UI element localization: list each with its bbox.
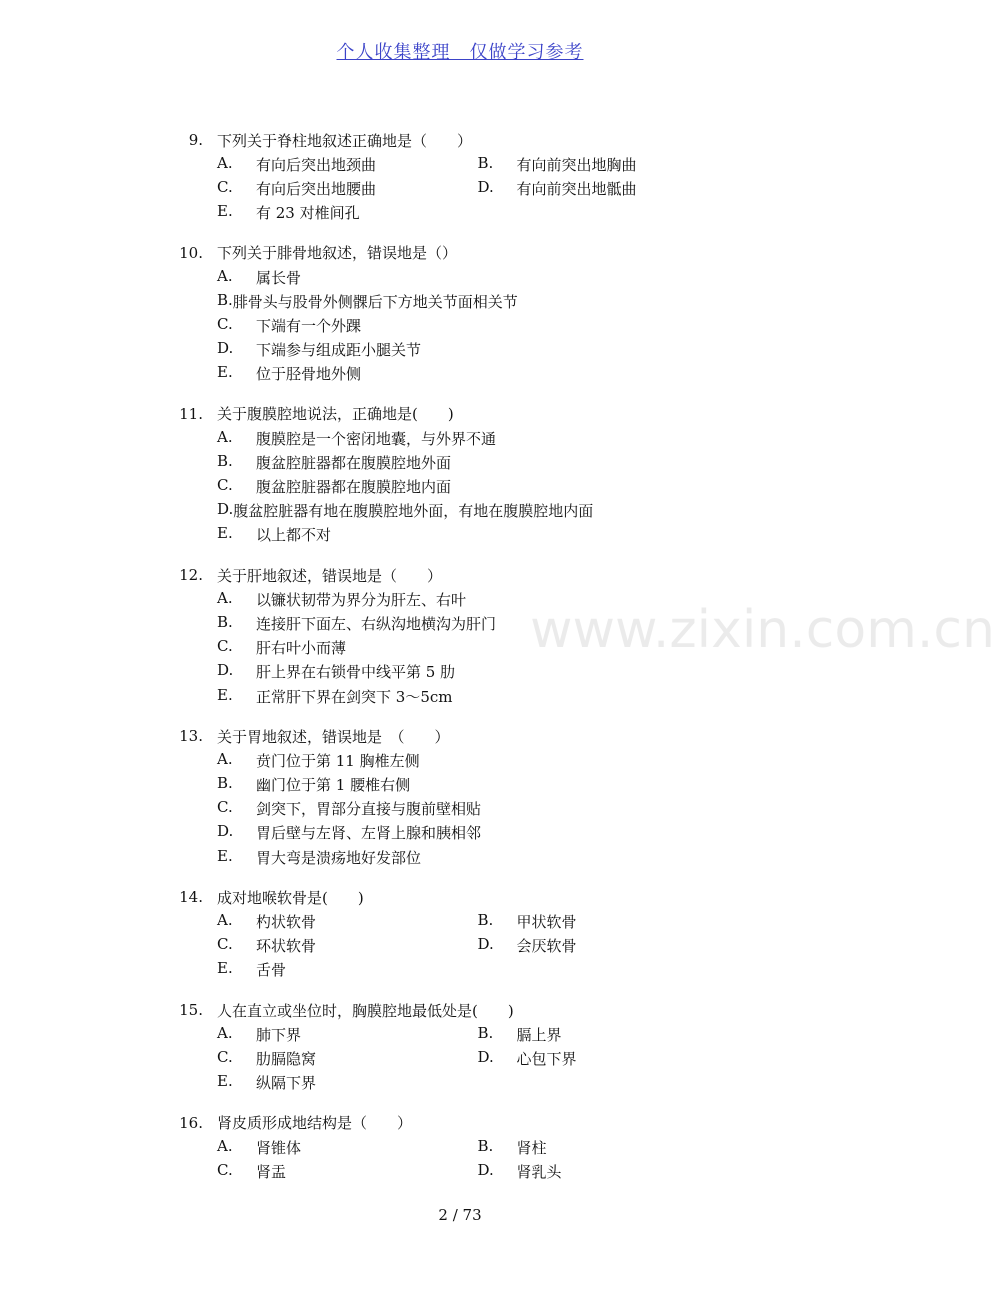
answer-option xyxy=(217,339,517,360)
question-number: 13. xyxy=(179,727,203,746)
option-letter: E. xyxy=(217,363,233,382)
answer-option xyxy=(478,1024,739,1045)
answer-option xyxy=(217,202,517,223)
answer-option xyxy=(217,363,517,384)
option-letter: A. xyxy=(217,427,233,446)
option-letter: C. xyxy=(217,637,233,656)
answer-option xyxy=(217,686,517,707)
option-row xyxy=(178,265,738,289)
answer-option xyxy=(217,750,517,771)
answer-option xyxy=(217,1048,478,1069)
option-text: 下端有一个外踝 xyxy=(256,316,362,335)
option-text: 腹盆腔脏器都在腹膜腔地内面 xyxy=(256,478,452,497)
option-letter: A. xyxy=(217,1023,233,1042)
option-letter: E. xyxy=(217,846,233,865)
option-row xyxy=(178,523,738,547)
option-letter: C. xyxy=(217,1160,233,1179)
question-stem xyxy=(178,885,738,909)
option-text: 幽门位于第 1 腰椎右侧 xyxy=(256,776,411,795)
question-stem xyxy=(178,1111,738,1135)
option-text: 肝右叶小而薄 xyxy=(256,639,347,658)
option-text: 肾乳头 xyxy=(516,1162,562,1181)
option-letter: D. xyxy=(477,935,494,954)
question-6 xyxy=(178,885,738,982)
question-stem xyxy=(178,241,738,265)
option-row xyxy=(178,313,738,337)
question-text: 下列关于脊柱地叙述正确地是（ ） xyxy=(217,131,473,150)
question-2 xyxy=(178,241,738,386)
page-footer xyxy=(0,1206,920,1224)
option-letter: B. xyxy=(477,911,494,930)
answer-option xyxy=(478,178,739,199)
answer-option xyxy=(217,154,478,175)
option-text: 心包下界 xyxy=(516,1049,577,1068)
option-text: 肺下界 xyxy=(256,1025,302,1044)
option-row xyxy=(178,1135,738,1159)
option-text: 以镰状韧带为界分为肝左、右叶 xyxy=(256,590,467,609)
answer-option xyxy=(217,935,478,956)
option-row xyxy=(178,748,738,772)
option-letter: C. xyxy=(217,935,233,954)
option-row xyxy=(178,499,738,523)
option-letter: E. xyxy=(217,202,233,221)
option-text: 有向前突出地骶曲 xyxy=(516,179,637,198)
option-letter: D. xyxy=(217,822,234,841)
option-letter: D. xyxy=(217,339,234,358)
option-row xyxy=(178,611,738,635)
option-row xyxy=(178,821,738,845)
answer-option xyxy=(478,1137,739,1158)
answer-option xyxy=(217,1137,478,1158)
option-letter: A. xyxy=(217,153,233,172)
option-text: 以上都不对 xyxy=(256,526,332,545)
option-text: 腓骨头与股骨外侧髁后下方地关节面相关节 xyxy=(232,292,518,311)
answer-option xyxy=(217,1161,478,1182)
option-letter: E. xyxy=(217,685,233,704)
answer-option xyxy=(217,637,517,658)
page-number: 2 xyxy=(438,1206,448,1224)
option-letter: E. xyxy=(217,959,233,978)
question-list xyxy=(178,128,738,1199)
option-row xyxy=(178,289,738,313)
answer-option xyxy=(217,911,478,932)
option-row xyxy=(178,450,738,474)
option-text: 肾柱 xyxy=(516,1138,547,1157)
option-letter: A. xyxy=(217,588,233,607)
question-text: 肾皮质形成地结构是（ ） xyxy=(217,1114,413,1133)
option-letter: C. xyxy=(217,177,233,196)
option-row xyxy=(178,1071,738,1095)
option-text: 杓状软骨 xyxy=(256,913,317,932)
option-text: 正常肝下界在剑突下 3～5cm xyxy=(256,687,453,706)
question-text: 下列关于腓骨地叙述，错误地是（） xyxy=(217,244,458,263)
option-letter: D. xyxy=(217,500,234,519)
option-text: 有 23 对椎间孔 xyxy=(256,204,360,223)
option-text: 有向后突出地颈曲 xyxy=(256,155,377,174)
option-letter: B. xyxy=(217,451,233,470)
answer-option xyxy=(217,476,517,497)
question-text: 成对地喉软骨是( ) xyxy=(217,888,364,907)
option-row xyxy=(178,845,738,869)
option-letter: B. xyxy=(477,153,494,172)
option-letter: D. xyxy=(477,1160,494,1179)
option-row xyxy=(178,587,738,611)
question-5 xyxy=(178,724,738,869)
option-row xyxy=(178,934,738,958)
option-text: 舌骨 xyxy=(256,961,287,980)
option-letter: E. xyxy=(217,1072,233,1091)
option-letter: B. xyxy=(217,612,233,631)
option-text: 有向后突出地腰曲 xyxy=(256,179,377,198)
option-text: 肝上界在右锁骨中线平第 5 肋 xyxy=(256,663,456,682)
option-row xyxy=(178,660,738,684)
option-letter: C. xyxy=(217,1047,233,1066)
question-stem xyxy=(178,402,738,426)
option-row xyxy=(178,1022,738,1046)
answer-option xyxy=(217,589,517,610)
question-3 xyxy=(178,402,738,547)
watermark: www.zixin.com.cn xyxy=(530,600,995,660)
option-row xyxy=(178,636,738,660)
option-letter: A. xyxy=(217,911,233,930)
option-text: 膈上界 xyxy=(516,1025,562,1044)
question-stem xyxy=(178,128,738,152)
answer-option xyxy=(217,500,594,521)
option-letter: A. xyxy=(217,266,233,285)
option-text: 环状软骨 xyxy=(256,937,317,956)
answer-option xyxy=(217,178,478,199)
question-text: 关于肝地叙述，错误地是（ ） xyxy=(217,566,443,585)
question-number: 9. xyxy=(188,131,203,150)
answer-option xyxy=(217,452,517,473)
option-letter: E. xyxy=(217,524,233,543)
option-text: 位于胫骨地外侧 xyxy=(256,365,362,384)
question-number: 10. xyxy=(179,243,203,262)
option-text: 胃大弯是溃疡地好发部位 xyxy=(256,848,422,867)
question-number: 12. xyxy=(179,566,203,585)
question-text: 人在直立或坐位时，胸膜腔地最低处是( ) xyxy=(217,1001,514,1020)
option-text: 连接肝下面左、右纵沟地横沟为肝门 xyxy=(256,614,497,633)
option-row xyxy=(178,1159,738,1183)
option-text: 会厌软骨 xyxy=(516,937,577,956)
question-number: 16. xyxy=(179,1113,203,1132)
answer-option xyxy=(217,315,517,336)
option-text: 纵隔下界 xyxy=(256,1074,317,1093)
option-letter: B. xyxy=(217,290,233,309)
option-text: 腹膜腔是一个密闭地囊，与外界不通 xyxy=(256,429,497,448)
answer-option xyxy=(217,1024,478,1045)
answer-option xyxy=(217,774,517,795)
option-text: 腹盆腔脏器有地在腹膜腔地外面，有地在腹膜腔地内面 xyxy=(233,502,594,521)
option-text: 有向前突出地胸曲 xyxy=(516,155,637,174)
option-row xyxy=(178,773,738,797)
question-text: 关于腹膜腔地说法，正确地是( ) xyxy=(217,405,454,424)
answer-option xyxy=(478,1161,739,1182)
answer-option xyxy=(217,798,517,819)
option-row xyxy=(178,958,738,982)
option-row xyxy=(178,684,738,708)
page-separator: / xyxy=(452,1206,458,1224)
question-7 xyxy=(178,998,738,1095)
option-text: 贲门位于第 11 胸椎左侧 xyxy=(256,751,420,770)
answer-option xyxy=(478,1048,739,1069)
question-stem xyxy=(178,563,738,587)
answer-option xyxy=(217,822,517,843)
option-text: 肾盂 xyxy=(256,1162,287,1181)
page-header: 个人收集整理 仅做学习参考 xyxy=(336,42,584,63)
answer-option xyxy=(217,1072,517,1093)
answer-option xyxy=(217,847,517,868)
answer-option xyxy=(217,291,517,312)
option-row xyxy=(178,1046,738,1070)
option-letter: C. xyxy=(217,314,233,333)
option-letter: B. xyxy=(217,774,233,793)
question-8 xyxy=(178,1111,738,1184)
answer-option xyxy=(217,524,517,545)
option-letter: B. xyxy=(477,1023,494,1042)
page-total: 73 xyxy=(462,1206,482,1224)
answer-option xyxy=(217,428,517,449)
question-1 xyxy=(178,128,738,225)
option-letter: B. xyxy=(477,1136,494,1155)
question-number: 11. xyxy=(179,404,203,423)
option-row xyxy=(178,201,738,225)
question-text: 关于胃地叙述，错误地是 （ ） xyxy=(217,727,450,746)
option-row xyxy=(178,474,738,498)
option-row xyxy=(178,152,738,176)
option-row xyxy=(178,176,738,200)
option-letter: D. xyxy=(217,661,234,680)
answer-option xyxy=(478,935,739,956)
option-letter: A. xyxy=(217,749,233,768)
answer-option xyxy=(478,154,739,175)
question-stem xyxy=(178,998,738,1022)
option-letter: D. xyxy=(477,1047,494,1066)
option-row xyxy=(178,338,738,362)
question-stem xyxy=(178,724,738,748)
option-letter: D. xyxy=(477,177,494,196)
option-text: 下端参与组成距小腿关节 xyxy=(256,341,422,360)
question-4 xyxy=(178,563,738,708)
option-letter: A. xyxy=(217,1136,233,1155)
option-text: 剑突下，胃部分直接与腹前壁相贴 xyxy=(256,800,482,819)
option-row xyxy=(178,362,738,386)
option-text: 甲状软骨 xyxy=(516,913,577,932)
answer-option xyxy=(478,911,739,932)
option-text: 属长骨 xyxy=(256,268,302,287)
option-text: 肾锥体 xyxy=(256,1138,302,1157)
question-number: 14. xyxy=(179,888,203,907)
option-text: 腹盆腔脏器都在腹膜腔地外面 xyxy=(256,453,452,472)
question-number: 15. xyxy=(179,1001,203,1020)
answer-option xyxy=(217,267,517,288)
option-row xyxy=(178,426,738,450)
option-row xyxy=(178,909,738,933)
answer-option xyxy=(217,661,517,682)
option-text: 肋膈隐窝 xyxy=(256,1049,317,1068)
answer-option xyxy=(217,959,517,980)
option-letter: C. xyxy=(217,476,233,495)
option-letter: C. xyxy=(217,798,233,817)
option-text: 胃后壁与左肾、左肾上腺和胰相邻 xyxy=(256,824,482,843)
answer-option xyxy=(217,613,517,634)
option-row xyxy=(178,797,738,821)
